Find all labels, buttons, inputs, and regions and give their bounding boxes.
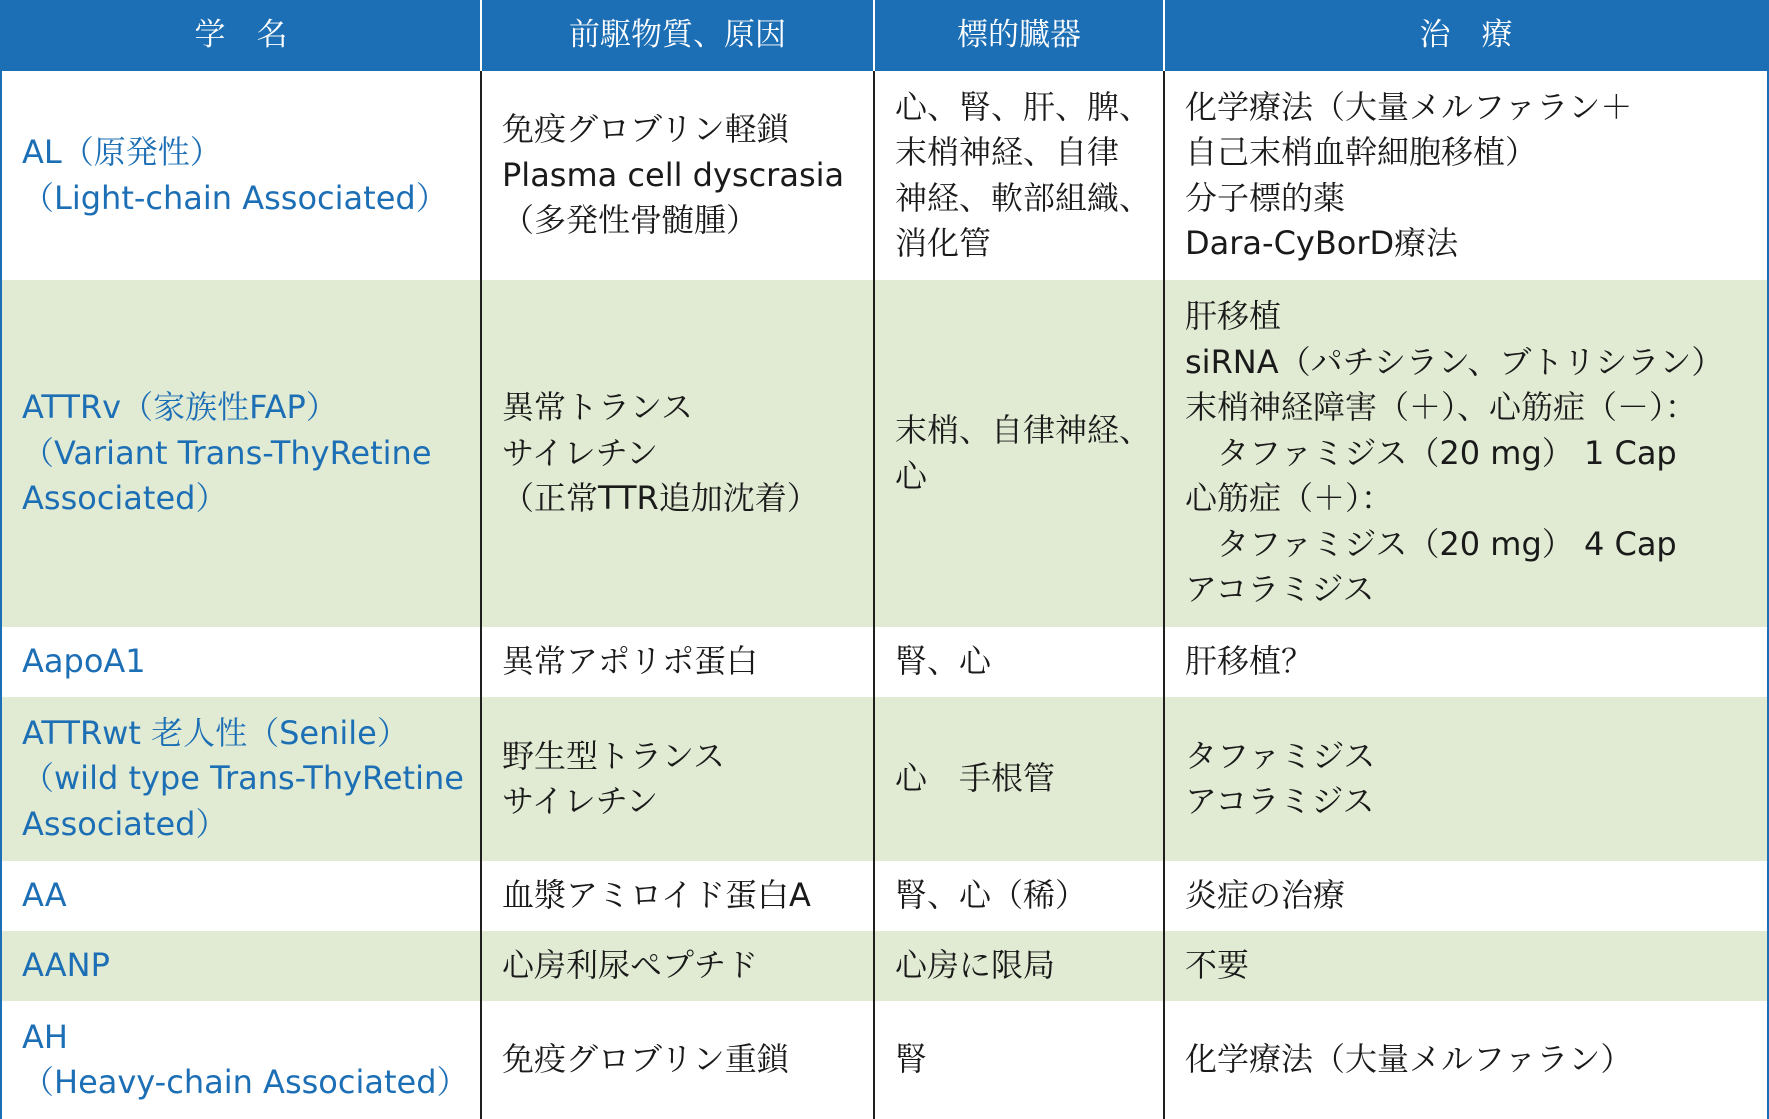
cell-organs: 心 手根管 bbox=[875, 697, 1165, 861]
cell-name: ATTRwt 老人性（Senile） （wild type Trans-ThyRetine Associated） bbox=[2, 697, 482, 861]
cell-treatment: 炎症の治療 bbox=[1165, 861, 1767, 931]
cell-treatment: 化学療法（大量メルファラン） bbox=[1165, 1001, 1767, 1119]
cell-name: AH （Heavy-chain Associated） bbox=[2, 1001, 482, 1119]
header-name: 学 名 bbox=[2, 0, 482, 71]
cell-precursor: 免疫グロブリン重鎖 bbox=[482, 1001, 875, 1119]
cell-treatment: 不要 bbox=[1165, 931, 1767, 1001]
cell-name: AANP bbox=[2, 931, 482, 1001]
cell-organs: 腎、心（稀） bbox=[875, 861, 1165, 931]
cell-treatment: 肝移植？ bbox=[1165, 627, 1767, 697]
cell-precursor: 異常トランス サイレチン （正常TTR追加沈着） bbox=[482, 280, 875, 627]
cell-treatment: 化学療法（大量メルファラン＋ 自己末梢血幹細胞移植） 分子標的薬 Dara-CyBorD療法 bbox=[1165, 71, 1767, 280]
cell-precursor: 免疫グロブリン軽鎖 Plasma cell dyscrasia （多発性骨髄腫） bbox=[482, 71, 875, 280]
cell-precursor: 野生型トランス サイレチン bbox=[482, 697, 875, 861]
cell-organs: 末梢、自律神経、 心 bbox=[875, 280, 1165, 627]
cell-name: AA bbox=[2, 861, 482, 931]
cell-name: ATTRv（家族性FAP） （Variant Trans-ThyRetine Associated） bbox=[2, 280, 482, 627]
header-organs: 標的臓器 bbox=[875, 0, 1165, 71]
cell-precursor: 心房利尿ペプチド bbox=[482, 931, 875, 1001]
cell-treatment: タファミジス アコラミジス bbox=[1165, 697, 1767, 861]
cell-treatment: 肝移植 siRNA（パチシラン、ブトリシラン） 末梢神経障害（＋）、心筋症（－）： タファミジス（20 mg） 1 Cap 心筋症（＋）： タファミジス（20 mg） 4 Cap アコラミジス bbox=[1165, 280, 1767, 627]
cell-precursor: 異常アポリポ蛋白 bbox=[482, 627, 875, 697]
cell-organs: 腎、心 bbox=[875, 627, 1165, 697]
header-treatment: 治 療 bbox=[1165, 0, 1767, 71]
cell-organs: 腎 bbox=[875, 1001, 1165, 1119]
cell-name: AL（原発性） （Light-chain Associated） bbox=[2, 71, 482, 280]
cell-organs: 心、腎、肝、脾、 末梢神経、自律 神経、軟部組織、 消化管 bbox=[875, 71, 1165, 280]
cell-organs: 心房に限局 bbox=[875, 931, 1165, 1001]
header-precursor: 前駆物質、原因 bbox=[482, 0, 875, 71]
cell-precursor: 血漿アミロイド蛋白A bbox=[482, 861, 875, 931]
cell-name: AapoA1 bbox=[2, 627, 482, 697]
